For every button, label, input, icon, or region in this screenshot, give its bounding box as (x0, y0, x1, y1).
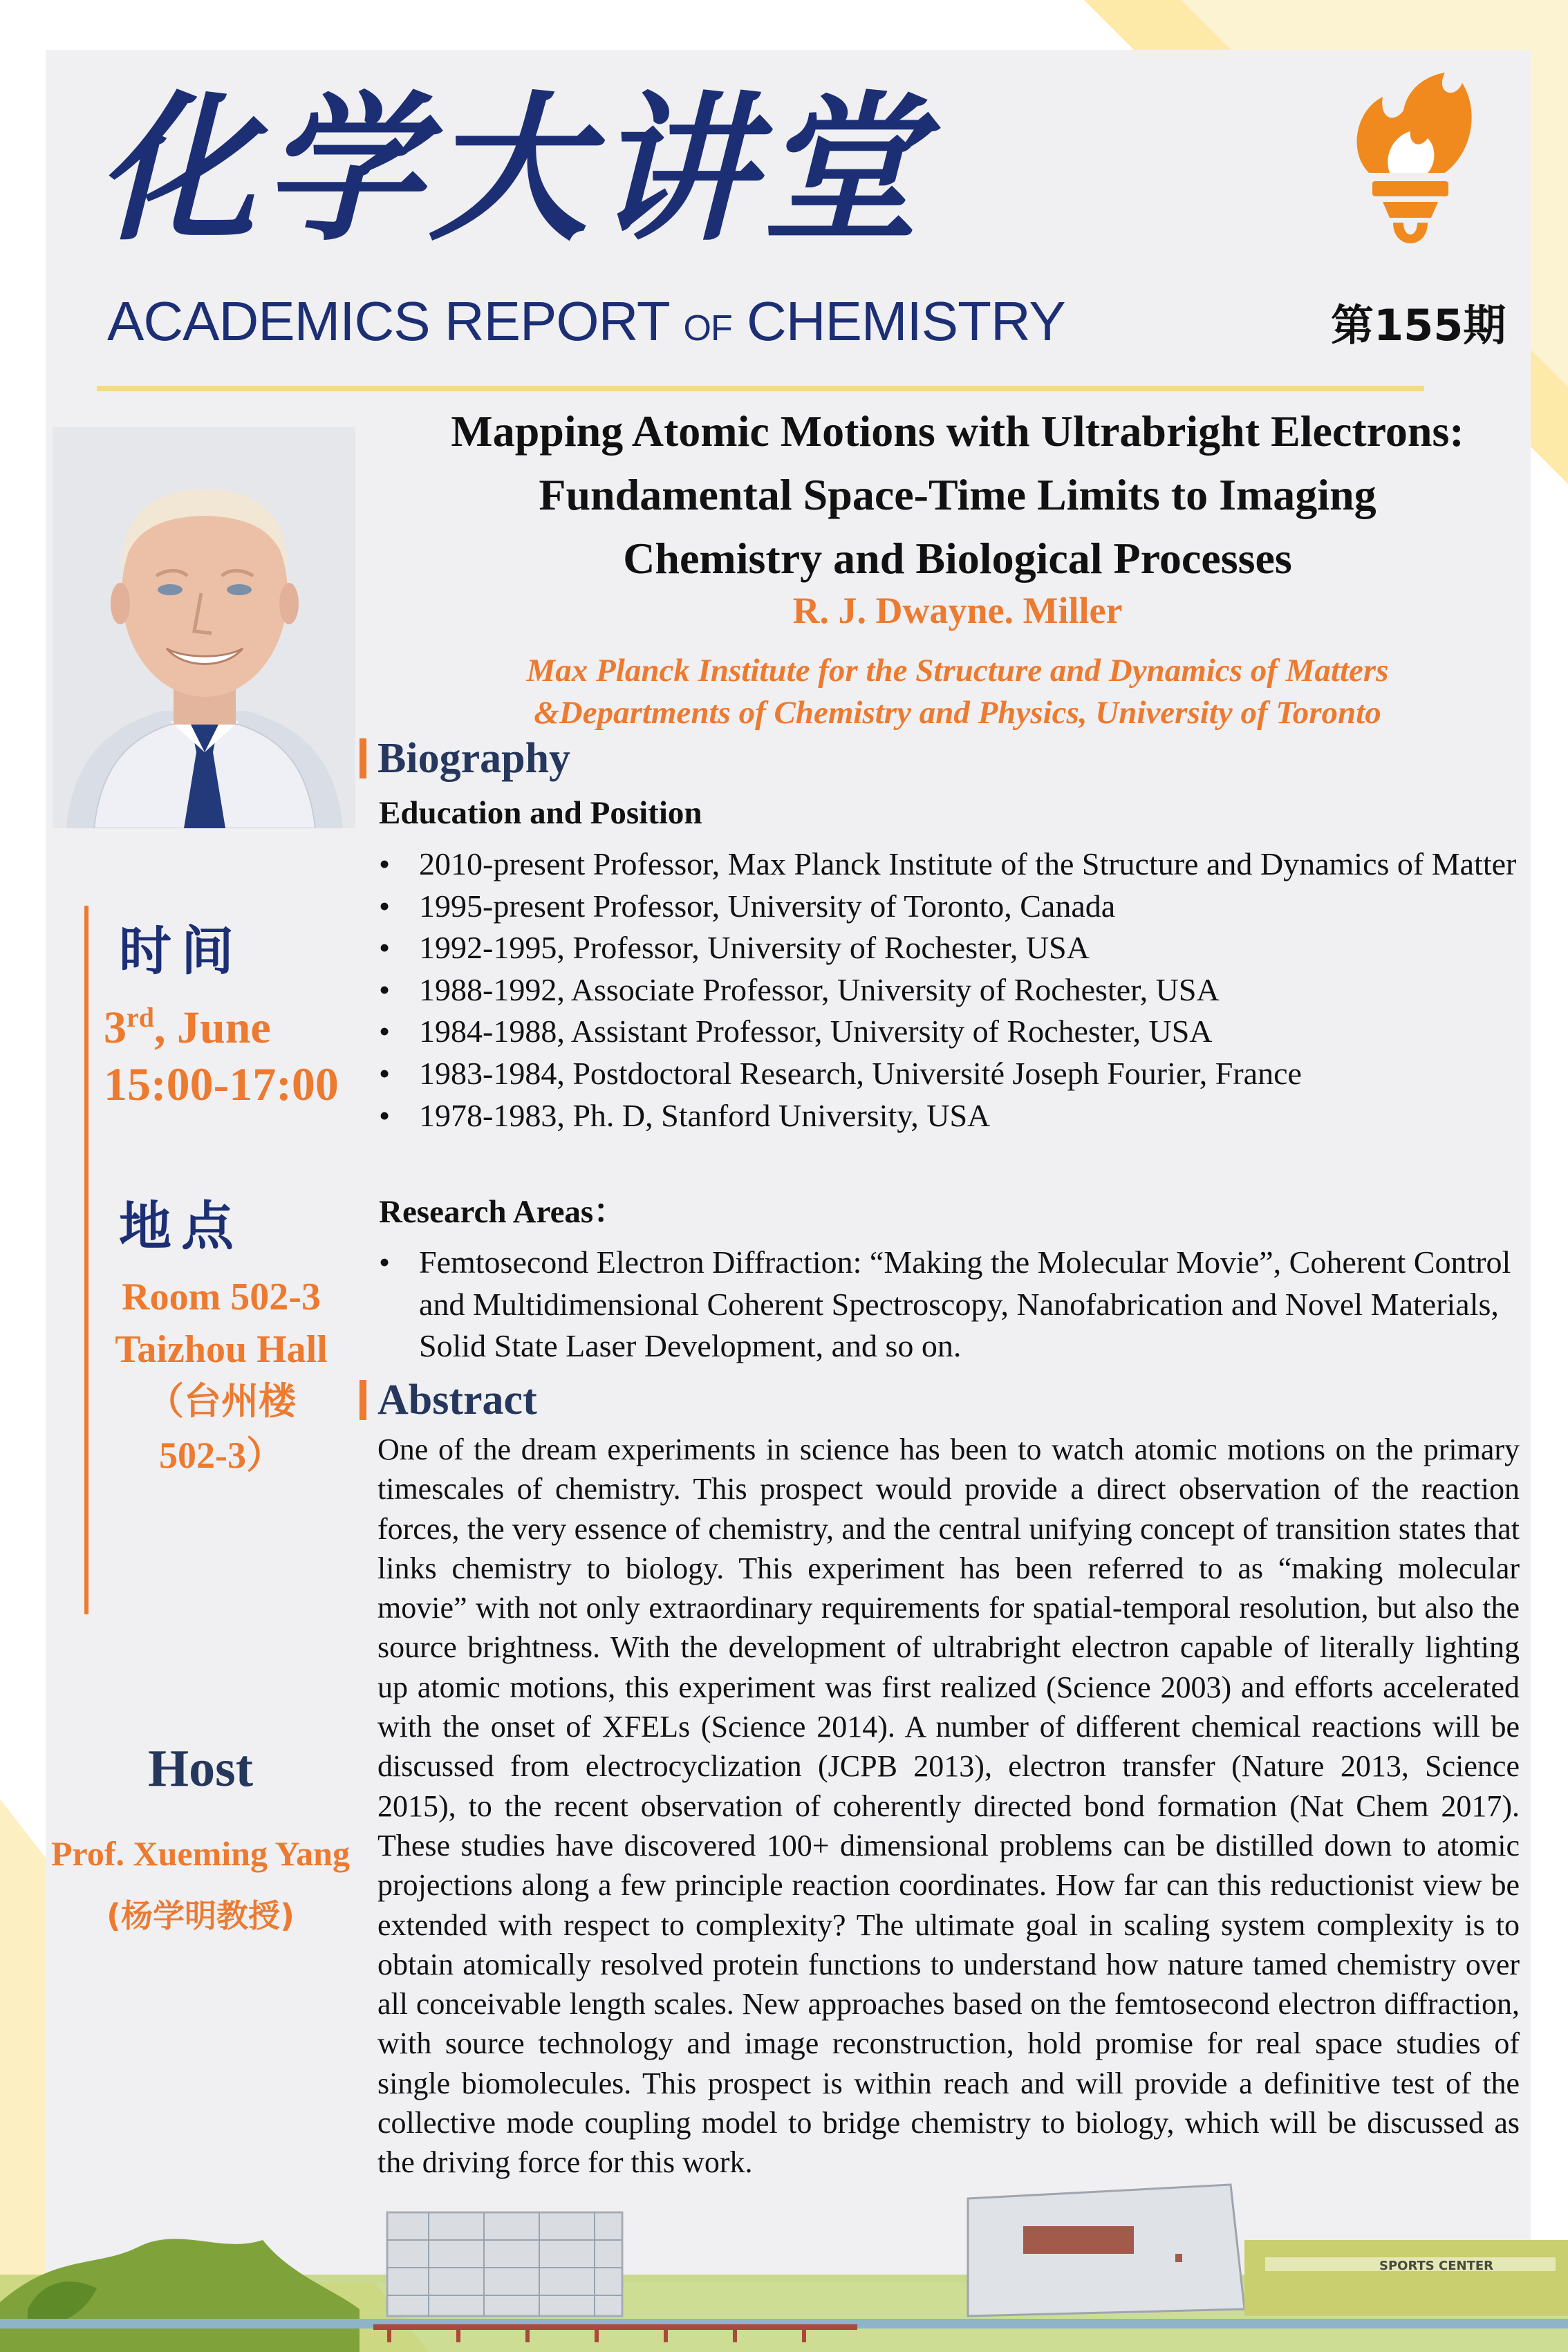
research-areas: • Femtosecond Electron Diffraction: “Making the Molecular Movie”, Coherent Control and Multidimensional Coherent Spectroscopy, Nanofabrication and Novel Materials, Solid State Laser Development, and so on. (379, 1242, 1540, 1368)
host-name: Prof. Xueming Yang (51, 1834, 350, 1873)
page-title-chinese: 化学大讲堂 (97, 76, 926, 263)
speaker-photo (53, 427, 355, 828)
list-item: • 2010-present Professor, Max Planck Institute of the Structure and Dynamics of Matter (379, 843, 1540, 886)
event-room: Room 502-3 (122, 1276, 321, 1318)
abstract-body: One of the dream experiments in science has been to watch atomic motions on the primary timescales of chemistry. This prospect would provide a direct observation of the reaction forces, the very essence of chemistry, and the central unifying concept of transition states that links chemistry to biology. This experiment has been referred to as “making molecular movie” with not only extraordinary requirements for spatial-temporal resolution, but also the source brightness. With the development of ultrabright electron capable of literally lighting up atomic motions, this experiment was first realized (Science 2003) and efforts accelerated with the onset of XFELs (Science 2014). A number of different chemical reactions will be discussed from electrocyclization (JCPB 2013), electron transfer (Nature 2013, Science 2015), to the recent observation of coherently directed bond formation (Nat Chem 2017). These studies have discovered 100+ dimensional problems can be distilled down to atomic projections along a few principle reaction coordinates. How far can this reductionist view be extended with respect to complexity? The ultimate goal in scaling system complexity is to obtain atomically resolved protein functions to understand how nature tamed chemistry over all conceivable length scales. New approaches based on the femtosecond electron diffraction, with source technology and image reconstruction, hold promise for real space studies of single biomolecules. This prospect is within reach and will provide a definitive test of the collective mode coupling model to bridge chemistry to biology, which will be discussed as the driving force for this work. (377, 1432, 1520, 2180)
speaker-name: R. J. Dwayne. Miller (792, 590, 1123, 631)
education-list (379, 843, 1540, 1137)
speaker-affiliation: Max Planck Institute for the Structure and Dynamics of Matters &Departments of Chemistry and Physics, University of Toronto (526, 653, 1389, 731)
sports-center-sign: SPORTS CENTER (1379, 2259, 1494, 2273)
list-item: • 1978-1983, Ph. D, Stanford University, USA (379, 1095, 1540, 1137)
event-date: 3rd, June (104, 1002, 271, 1053)
host-heading: Host (148, 1739, 253, 1798)
abstract-heading: Abstract (377, 1376, 537, 1424)
torch-logo-icon (1341, 69, 1480, 256)
sidebar-accent-line (84, 906, 88, 1614)
header-divider (97, 386, 1424, 391)
event-hall-chinese: （台州楼 (147, 1379, 296, 1423)
event-hall: Taizhou Hall (115, 1328, 328, 1371)
speaker-portrait-icon (53, 427, 355, 828)
list-item: • 1983-1984, Postdoctoral Research, Université Joseph Fourier, France (379, 1053, 1540, 1095)
talk-title: Mapping Atomic Motions with Ultrabright Electrons: Fundamental Space-Time Limits to Imaging Chemistry and Biological Processes (451, 407, 1464, 583)
place-label: 地点 (119, 1195, 243, 1257)
list-item: • 1988-1992, Associate Professor, University of Rochester, USA (379, 969, 1540, 1011)
education-heading: Education and Position (379, 795, 702, 831)
event-hall-room: 502-3） (159, 1435, 283, 1476)
list-item: • 1984-1988, Assistant Professor, University of Rochester, USA (379, 1011, 1540, 1053)
list-item: • 1995-present Professor, University of Toronto, Canada (379, 886, 1540, 928)
host-name-chinese: (杨学明教授) (106, 1897, 295, 1934)
campus-buildings-illustration (0, 2171, 1568, 2352)
event-time: 15:00-17:00 (104, 1058, 339, 1110)
list-item: • 1992-1995, Professor, University of Rochester, USA (379, 927, 1540, 969)
issue-number: 第155期 (1331, 300, 1506, 351)
page-title-english: ACADEMICS REPORT OF CHEMISTRY (107, 290, 1065, 352)
research-heading: Research Areas： (379, 1194, 626, 1230)
time-label: 时间 (119, 920, 243, 982)
biography-heading: Biography (377, 735, 571, 782)
biography-marker (360, 738, 366, 778)
